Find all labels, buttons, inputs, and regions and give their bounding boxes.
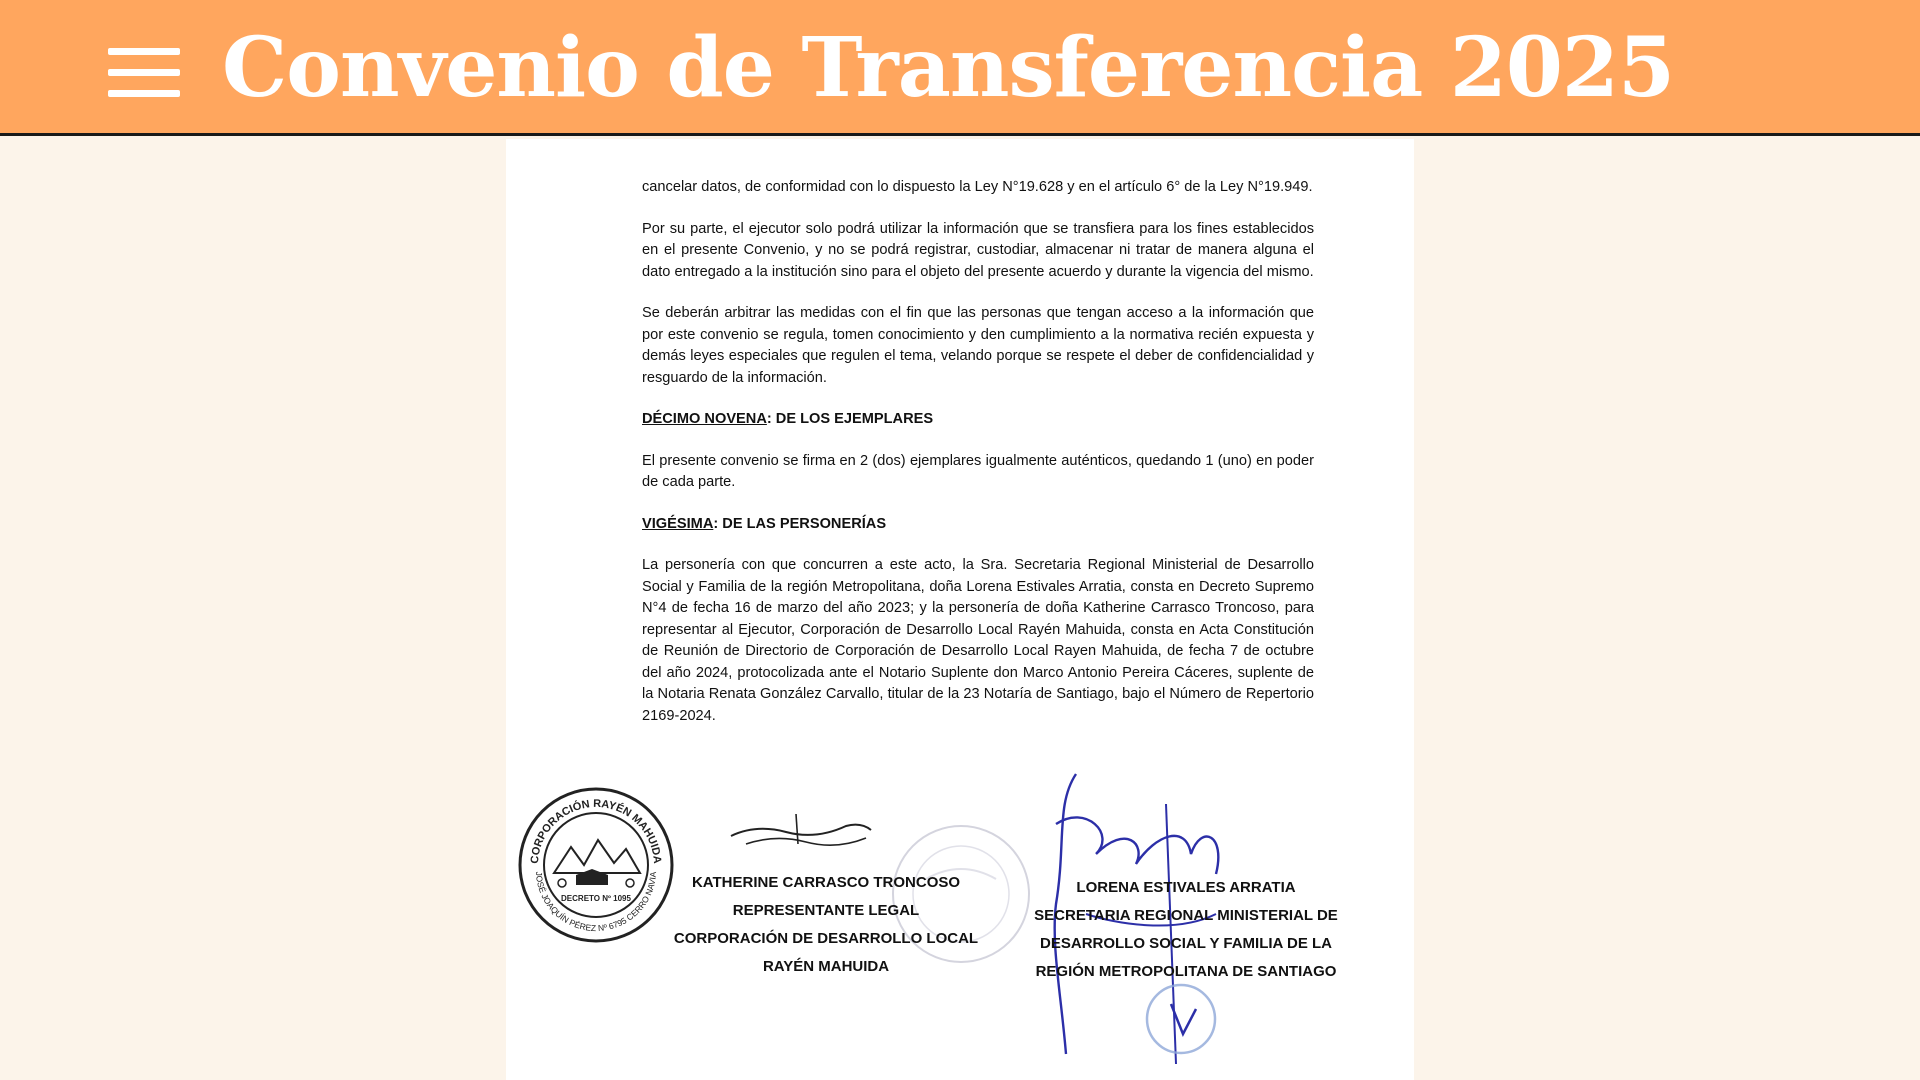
signer-org-left-1: CORPORACIÓN DE DESARROLLO LOCAL	[673, 930, 979, 947]
left-handwritten-signature	[726, 804, 876, 854]
signer-role-right: SECRETARIA REGIONAL MINISTERIAL DE	[1034, 907, 1338, 924]
menu-line	[108, 69, 180, 76]
menu-line	[108, 90, 180, 97]
seal-bottom-text: JOSÉ JOAQUÍN PÉREZ Nº 6795 CERRO NAVIA	[533, 871, 659, 934]
page-title: Convenio de Transferencia 2025	[222, 20, 1675, 116]
section-title-20: : DE LAS PERSONERÍAS	[713, 515, 887, 532]
paragraph-copies: El presente convenio se firma en 2 (dos) ejemplares igualmente auténticos, quedando 1 (uno) en poder de cada parte.	[642, 452, 1314, 490]
document-page	[506, 139, 1414, 1080]
seal-decree-text: DECRETO Nº 1095	[561, 894, 631, 903]
signer-org-right-1: DESARROLLO SOCIAL Y FAMILIA DE LA	[1040, 935, 1332, 952]
signature-block-left	[616, 869, 1036, 981]
header-bar	[0, 0, 1920, 136]
paragraph-executor-use: Por su parte, el ejecutor solo podrá utilizar la información que se transfiera para los fines establecidos en el presente Convenio, y no se podrá registrar, custodiar, almacenar ni tratar de manera alguna el dato entregado a la institución sino para el objeto del presente acuerdo y durante la vigencia del mismo.	[642, 220, 1314, 280]
section-label-19: DÉCIMO NOVENA	[642, 411, 767, 427]
signer-org-left-2: RAYÉN MAHUIDA	[762, 958, 890, 975]
document-body	[642, 177, 1314, 727]
paragraph-data-law: cancelar datos, de conformidad con lo dispuesto la Ley N°19.628 y en el artículo 6° de la Ley N°19.949.	[642, 179, 1313, 195]
paragraph-personerias: La personería con que concurren a este acto, la Sra. Secretaria Regional Ministerial de Desarrollo Social y Familia de la región Metropolitana, doña Lorena Estivales Arratia, consta en Decreto Supremo N°4 de fecha 16 de marzo del año 2023; y la personería de doña Katherine Carrasco Troncoso, para representar al Ejecutor, Corporación de Desarrollo Local Rayén Mahuida, consta en Acta Constitución de Reunión de Directorio de Corporación de Desarrollo Local Rayen Mahuida, de fecha 7 de octubre del año 2024, protocolizada ante el Notario Suplente don Marco Antonio Pereira Cáceres, suplente de la Notaria Renata González Carvallo, titular de la 23 Notaría de Santiago, bajo el Número de Repertorio 2169-2024.	[642, 557, 1314, 724]
hamburger-menu-icon[interactable]	[104, 44, 186, 102]
section-heading-20	[642, 514, 1314, 536]
seal-top-text: CORPORACIÓN RAYÉN MAHUIDA	[528, 797, 664, 865]
small-blue-stamp	[1141, 979, 1221, 1059]
signature-block-right	[996, 874, 1376, 986]
section-title-19: : DE LOS EJEMPLARES	[766, 411, 934, 427]
signer-name-left: KATHERINE CARRASCO TRONCOSO	[691, 874, 961, 891]
signer-name-right: LORENA ESTIVALES ARRATIA	[1076, 879, 1296, 896]
paragraph-confidentiality: Se deberán arbitrar las medidas con el fin que las personas que tengan acceso a la información que por este convenio se regula, tomen conocimiento y den cumplimiento a la normativa recién expuesta y demás leyes especiales que regulen el tema, velando porque se respete el deber de confidencialidad y resguardo de la información.	[642, 305, 1314, 386]
section-heading-19	[642, 409, 1314, 431]
signer-org-right-2: REGIÓN METROPOLITANA DE SANTIAGO	[1035, 963, 1337, 980]
menu-line	[108, 48, 180, 55]
section-label-20: VIGÉSIMA	[642, 515, 714, 532]
signer-role-left: REPRESENTANTE LEGAL	[732, 902, 920, 919]
